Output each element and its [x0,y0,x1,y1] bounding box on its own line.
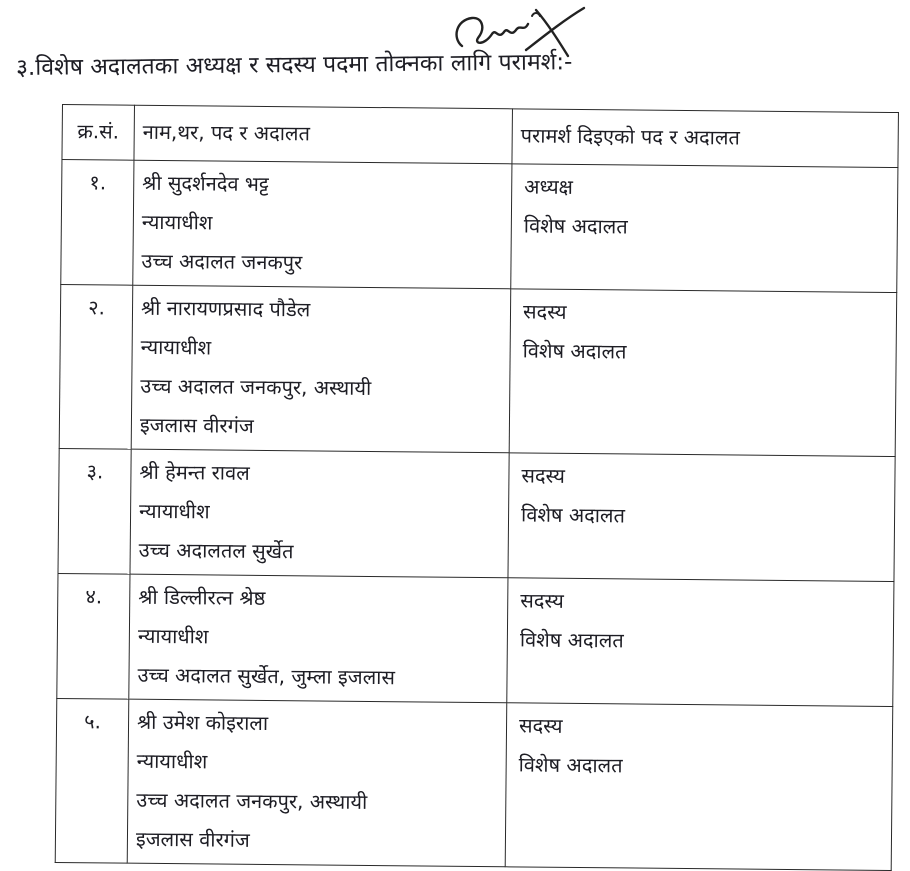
judge-bench: इजलास वीरगंज [135,826,250,852]
table-row [61,160,898,293]
judge-court: उच्च अदालतल सुर्खेत [138,537,294,564]
advice-cell [509,289,897,457]
advised-post: अध्यक्ष [524,174,574,199]
judge-court: उच्च अदालत जनकपुर, अस्थायी [136,787,368,814]
advised-post: सदस्य [521,463,566,488]
serial-cell: १. [61,160,134,286]
table-row [58,448,895,581]
header-advice: परामर्श दिइएको पद र अदालत [512,109,899,168]
serial-cell: २. [59,284,133,449]
advised-post: सदस्य [522,299,567,324]
judge-court: उच्च अदालत जनकपुर [141,248,303,275]
advised-court: विशेष अदालत [519,627,624,653]
advised-post: सदस्य [520,588,564,613]
judge-bench: इजलास वीरगंज [139,412,254,438]
serial-cell: ५. [55,698,129,863]
advice-cell [508,453,895,582]
judge-title: न्यायाधीश [141,209,213,235]
judge-court: उच्च अदालत जनकपुर, अस्थायी [140,373,372,400]
name-cell [133,160,512,289]
serial-cell: ४. [57,573,130,699]
table-header-row [62,105,898,168]
judge-name: श्री हेमन्त रावल [139,459,250,485]
header-serial: क्र.सं. [62,105,135,161]
judge-court: उच्च अदालत सुर्खेत, जुम्ला इजलास [137,662,396,690]
judge-title: न्यायाधीश [140,334,212,360]
judge-name: श्री डिल्लीरत्न श्रेष्ठ [138,584,266,610]
advice-cell [505,703,893,871]
judge-name: श्री सुदर्शनदेव भट्ट [142,170,269,196]
judge-title: न्यायाधीश [136,748,208,774]
judge-title: न्यायाधीश [138,498,210,524]
advised-court: विशेष अदालत [518,752,623,778]
name-cell [129,574,508,703]
table-row [57,573,894,706]
header-name: नाम,थर, पद र अदालत [134,105,513,164]
advised-court: विशेष अदालत [520,502,626,528]
recommendation-table-wrapper [55,104,898,871]
table-row [55,698,893,870]
advised-post: सदस्य [518,713,563,738]
serial-cell: ३. [58,448,131,574]
section-heading: ३.विशेष अदालतका अध्यक्ष र सदस्य पदमा तोक्नका लागि परामर्श:- [15,49,573,81]
judge-name: श्री उमेश कोइराला [136,709,269,736]
name-cell [131,285,511,453]
name-cell [130,449,509,578]
advised-court: विशेष अदालत [522,338,627,364]
judge-name: श्री नारायणप्रसाद पौडेल [140,295,311,322]
advised-court: विशेष अदालत [523,213,628,239]
advice-cell [511,164,898,293]
advice-cell [507,578,894,707]
recommendation-table [55,104,899,871]
name-cell [127,699,507,867]
judge-title: न्यायाधीश [137,623,209,649]
table-row [59,284,897,456]
